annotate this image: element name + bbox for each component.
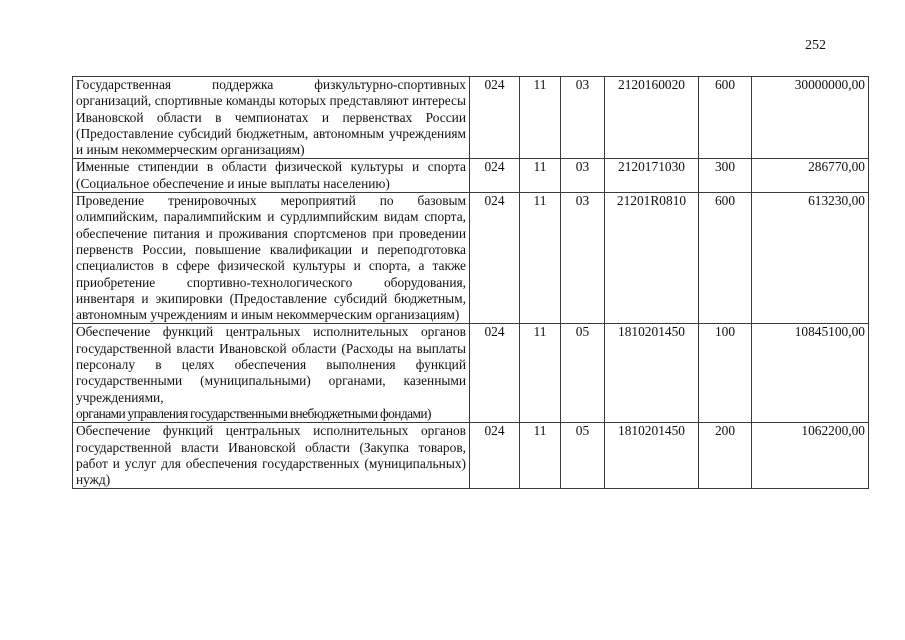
table-row <box>73 324 869 423</box>
amount: 286770,00 <box>752 159 869 193</box>
ministry-code: 024 <box>470 324 520 423</box>
expense-type-code: 200 <box>699 423 752 489</box>
expense-description <box>73 324 470 423</box>
table-row <box>73 423 869 489</box>
amount: 10845100,00 <box>752 324 869 423</box>
page-number: 252 <box>805 38 826 53</box>
target-article-code: 1810201450 <box>605 423 699 489</box>
section-code: 11 <box>520 324 561 423</box>
target-article-code: 1810201450 <box>605 324 699 423</box>
section-code: 11 <box>520 193 561 324</box>
section-code: 11 <box>520 423 561 489</box>
expense-type-code: 100 <box>699 324 752 423</box>
expense-description: Именные стипендии в области физической культуры и спорта (Социальное обеспечение и иные выплаты населению) <box>73 159 470 193</box>
expense-description: Обеспечение функций центральных исполнительных органов государственной власти Ивановской области (Закупка товаров, работ и услуг для обеспечения государственных (муниципальных) нужд) <box>73 423 470 489</box>
section-code: 11 <box>520 159 561 193</box>
ministry-code: 024 <box>470 193 520 324</box>
ministry-code: 024 <box>470 423 520 489</box>
table-row <box>73 77 869 159</box>
subsection-code: 03 <box>561 193 605 324</box>
expense-description-tail: органами управления государственными внебюджетными фондами) <box>76 405 431 421</box>
section-code: 11 <box>520 77 561 159</box>
expense-type-code: 600 <box>699 193 752 324</box>
subsection-code: 03 <box>561 77 605 159</box>
subsection-code: 05 <box>561 423 605 489</box>
target-article-code: 21201R0810 <box>605 193 699 324</box>
ministry-code: 024 <box>470 77 520 159</box>
target-article-code: 2120171030 <box>605 159 699 193</box>
amount: 30000000,00 <box>752 77 869 159</box>
amount: 1062200,00 <box>752 423 869 489</box>
subsection-code: 03 <box>561 159 605 193</box>
target-article-code: 2120160020 <box>605 77 699 159</box>
expense-type-code: 600 <box>699 77 752 159</box>
expense-type-code: 300 <box>699 159 752 193</box>
subsection-code: 05 <box>561 324 605 423</box>
ministry-code: 024 <box>470 159 520 193</box>
budget-table <box>72 76 869 489</box>
table-row <box>73 193 869 324</box>
amount: 613230,00 <box>752 193 869 324</box>
table-row <box>73 159 869 193</box>
expense-description-main: Обеспечение функций центральных исполнительных органов государственной власти Ивановской области (Расходы на выплаты персоналу в целях обеспечения выполнения функций государственными (муниципальными) органами, казенными учреждениями, <box>76 324 466 405</box>
expense-description: Проведение тренировочных мероприятий по базовым олимпийским, паралимпийским и сурдлимпийским видам спорта, обеспечение питания и проживания спортсменов при проведении первенств России, повышение квалификации и переподготовка специалистов в сфере физической культуры и спорта, а также приобретение спортивно-технологического оборудования, инвентаря и экипировки (Предоставление субсидий бюджетным, автономным учреждениям и иным некоммерческим организациям) <box>73 193 470 324</box>
expense-description: Государственная поддержка физкультурно-спортивных организаций, спортивные команды которых представляют интересы Ивановской области в чемпионатах и первенствах России (Предоставление субсидий бюджетным, автономным учреждениям и иным некоммерческим организациям) <box>73 77 470 159</box>
